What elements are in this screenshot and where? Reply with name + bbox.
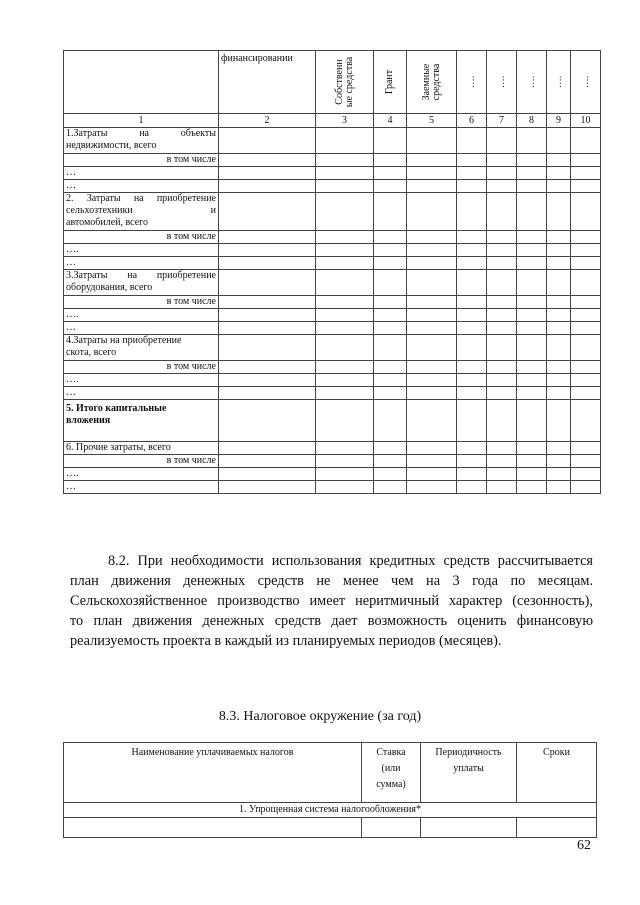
- table-row: [64, 374, 601, 387]
- row-label: 4.Затраты на приобретение скота, всего: [64, 335, 219, 361]
- section-title: 8.3. Налоговое окружение (за год): [218, 709, 422, 724]
- table-row: [64, 400, 601, 442]
- row-label: 3.Затраты на приобретение оборудования, всего: [64, 270, 219, 296]
- row-label: …: [64, 322, 219, 335]
- tax-table: [63, 742, 597, 838]
- table-row: [64, 335, 601, 361]
- row-label: 2. Затраты на приобретение сельхозтехники и автомобилей, всего: [64, 193, 219, 231]
- table-row: [64, 442, 601, 455]
- row-label: в том числе: [64, 231, 219, 244]
- row-label: ….: [64, 244, 219, 257]
- header-grant: Грант: [374, 51, 407, 114]
- header-rate: Ставка (или сумма): [362, 743, 421, 803]
- table-row: [64, 231, 601, 244]
- col-number: 8: [517, 114, 547, 128]
- header-borrowed-funds: Заемные средства: [407, 51, 457, 114]
- header-financing: финансировании: [219, 51, 316, 114]
- column-number-row: [64, 114, 601, 128]
- table-row: [64, 296, 601, 309]
- row-label: …: [64, 167, 219, 180]
- table-row: [64, 468, 601, 481]
- row-label: ….: [64, 374, 219, 387]
- tax-section-row: [64, 803, 597, 818]
- header-own-funds: Собственн ые средства: [316, 51, 374, 114]
- table-row: [64, 167, 601, 180]
- col-number: 7: [487, 114, 517, 128]
- table-row: [64, 257, 601, 270]
- header-deadlines: Сроки: [517, 743, 597, 803]
- table-row: [64, 154, 601, 167]
- table-row: [64, 180, 601, 193]
- header-dots: ….: [487, 51, 517, 114]
- paragraph-line: Сельскохозяйственное производство имеет неритмичный характер (сезонность),: [70, 593, 593, 609]
- table-row: [64, 361, 601, 374]
- col-number: 6: [457, 114, 487, 128]
- table-row: [64, 387, 601, 400]
- row-label: …: [64, 387, 219, 400]
- table-header-row: [64, 51, 601, 114]
- capital-costs-table: [63, 50, 601, 494]
- col-number: 2: [219, 114, 316, 128]
- table-row: [64, 309, 601, 322]
- header-cell-1: [64, 51, 219, 114]
- header-tax-name: Наименование уплачиваемых налогов: [64, 743, 362, 803]
- header-dots: ….: [547, 51, 571, 114]
- table-row: [64, 193, 601, 231]
- table-row: [64, 128, 601, 154]
- row-label: ….: [64, 468, 219, 481]
- paragraph-line: реализуемость проекта в каждый из планируемых периодов (месяцев).: [70, 633, 502, 649]
- paragraph-line: 8.2. При необходимости использования кредитных средств рассчитывается: [108, 553, 593, 569]
- header-dots: ….: [571, 51, 601, 114]
- paragraph-line: план движения денежных средств не менее чем на 3 года по месяцам.: [70, 573, 593, 589]
- row-label: …: [64, 180, 219, 193]
- row-label: …: [64, 257, 219, 270]
- table-row: [64, 455, 601, 468]
- col-number: 3: [316, 114, 374, 128]
- header-periodicity: Периодичность уплаты: [421, 743, 517, 803]
- page-number: 62: [577, 838, 591, 853]
- row-label: в том числе: [64, 154, 219, 167]
- col-number: 1: [64, 114, 219, 128]
- header-dots: ….: [457, 51, 487, 114]
- row-label: в том числе: [64, 296, 219, 309]
- row-label: …: [64, 481, 219, 494]
- paragraph-line: то план движения денежных средств дает возможность оценить финансовую: [70, 613, 593, 629]
- table-row: [64, 244, 601, 257]
- paragraph-8-2: [70, 551, 593, 651]
- col-number: 5: [407, 114, 457, 128]
- simplified-tax-system: 1. Упрощенная система налогообложения*: [64, 803, 597, 818]
- table-row: [64, 322, 601, 335]
- row-label: в том числе: [64, 361, 219, 374]
- row-label: ….: [64, 309, 219, 322]
- table-row: [64, 481, 601, 494]
- table-row: [64, 818, 597, 838]
- row-label: в том числе: [64, 455, 219, 468]
- row-label: 1.Затраты на объекты недвижимости, всего: [64, 128, 219, 154]
- table-row: [64, 270, 601, 296]
- header-dots: ….: [517, 51, 547, 114]
- tax-header-row: [64, 743, 597, 803]
- col-number: 10: [571, 114, 601, 128]
- row-label: 5. Итого капитальные вложения: [64, 400, 219, 442]
- col-number: 9: [547, 114, 571, 128]
- row-label: 6. Прочие затраты, всего: [64, 442, 219, 455]
- col-number: 4: [374, 114, 407, 128]
